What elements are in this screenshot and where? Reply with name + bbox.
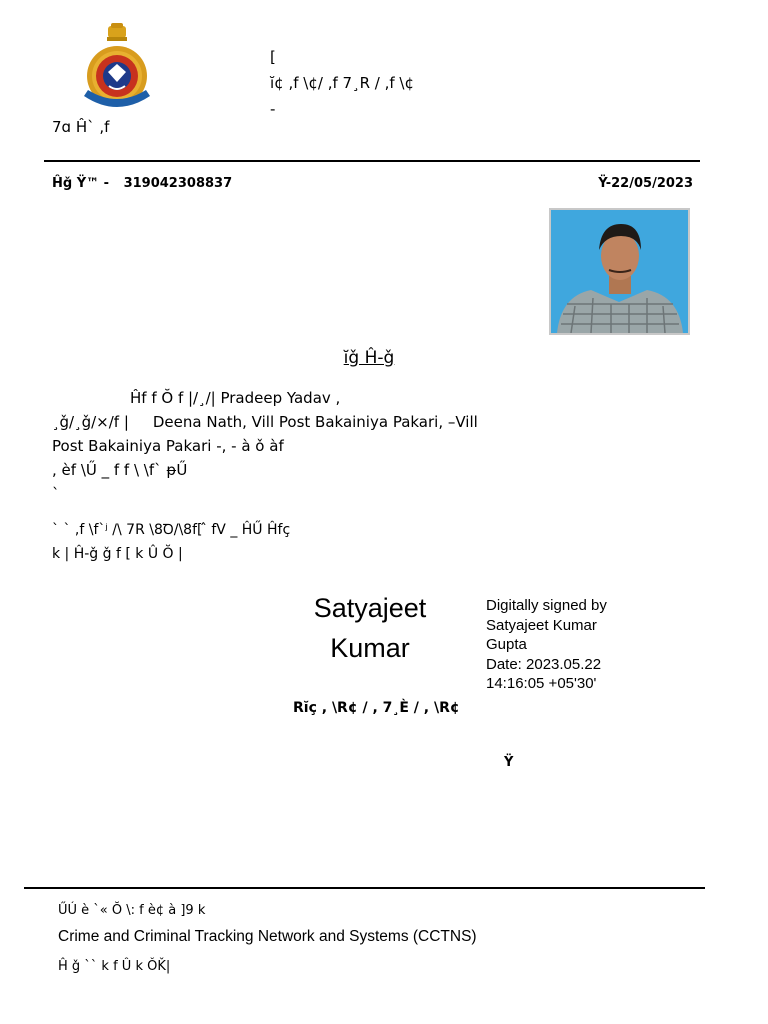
footer-note: ŰÚ è `« Ŏ \: f è¢ à ]9 k — [58, 903, 206, 918]
body-line: k | Ĥ-ǧ ǧ f [ k Û Ŏ | — [52, 546, 183, 562]
signature-line: Digitally signed by — [486, 597, 607, 614]
emblem-caption: 7ɑ Ĥ` ,f — [52, 118, 110, 136]
registration-number — [52, 176, 232, 191]
footer-divider — [24, 887, 705, 889]
body-line: ` — [52, 485, 60, 503]
body-line — [52, 434, 692, 458]
digital-signature-details — [486, 596, 607, 694]
header-line: - — [270, 100, 276, 118]
emblem-crown-icon — [107, 23, 127, 41]
signature-line: Date: 2023.05.22 — [486, 655, 602, 673]
date-label: Ÿ- — [598, 176, 612, 191]
footer-cctns: Crime and Criminal Tracking Network and Systems (CCTNS) — [58, 928, 477, 945]
validity-note — [52, 518, 692, 566]
applicant-address: Deena Nath, Vill Post Bakainiya Pakari, –Vill — [152, 413, 478, 431]
header-line: ĭ¢ ,f \¢/ ,f 7¸R / ,f \¢ — [270, 74, 415, 92]
signature-line: 14:16:05 +05'30' — [486, 675, 597, 692]
applicant-photo — [549, 208, 690, 335]
body-text-segment: ¸ǧ/¸ǧ/×/f | — [52, 413, 129, 431]
footer-note: Ĥ ǧ `` k f Û k ǑǨ| — [58, 959, 171, 974]
body-line — [52, 386, 692, 410]
signature-line: Gupta — [486, 636, 527, 653]
registration-label: Ĥǧ Ÿ™ - — [52, 176, 110, 191]
date-value: 22/05/2023 — [611, 176, 693, 191]
header-office-lines — [270, 44, 414, 122]
body-text-segment: Ĥf f Ŏ f |/¸/| — [130, 389, 221, 407]
applicant-address-cont: Post Bakainiya Pakari — [52, 437, 217, 455]
issue-date — [598, 176, 693, 191]
signatory-designation: Rĭç , \R¢ / , 7¸È / , \R¢ — [293, 700, 460, 716]
certificate-body — [52, 386, 692, 506]
body-text-segment: -, - à ǒ àf — [216, 437, 284, 455]
body-line — [52, 410, 692, 434]
body-line: , èf \Ű _ f f \ \f` ᵽŰ — [52, 461, 188, 479]
registration-value: 319042308837 — [123, 176, 233, 191]
header-line: [ — [270, 48, 276, 66]
person-photo-icon — [551, 210, 688, 333]
applicant-name: Pradeep Yadav , — [220, 389, 341, 407]
signature-line: Satyajeet Kumar — [486, 616, 597, 634]
body-line: ` ` ,f \f`ʲ /\ 7R \8Ꝺ/\8f[ ̂ fV _ ĤŰ Ĥfç — [52, 522, 291, 538]
signatory-office: Ÿ — [504, 755, 514, 770]
signatory-name: Satyajeet Kumar — [313, 593, 427, 663]
up-police-emblem — [78, 22, 156, 110]
header-divider — [44, 160, 700, 162]
document-title: ĭǧ Ĥ-ǧ — [343, 348, 395, 368]
